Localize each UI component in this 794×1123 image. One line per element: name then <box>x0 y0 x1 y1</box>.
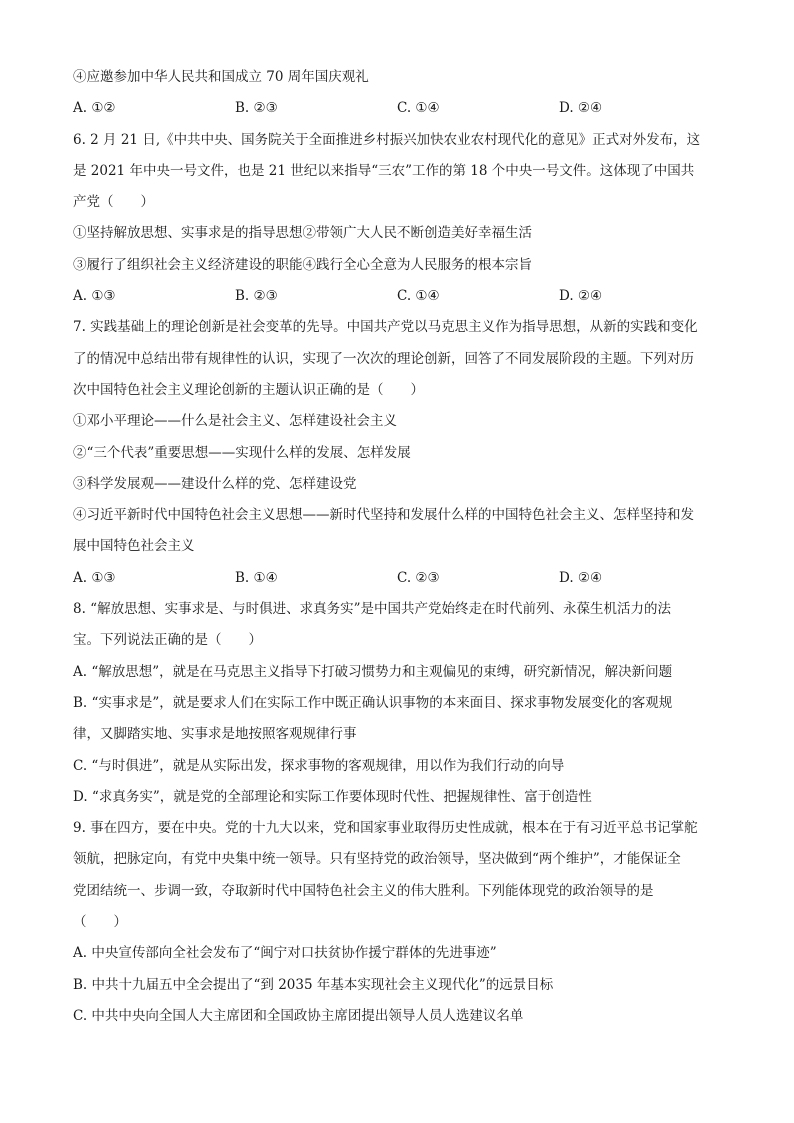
q7-item-2: ②“三个代表”重要思想——实现什么样的发展、怎样发展 <box>73 444 411 461</box>
q6-option-a: A. ①③ <box>73 288 116 305</box>
q5-option-a: A. ①② <box>73 100 116 117</box>
q5-item-4: ④应邀参加中华人民共和国成立 70 周年国庆观礼 <box>73 69 369 85</box>
q7-stem-line-1: 7. 实践基础上的理论创新是社会变革的先导。中国共产党以马克思主义作为指导思想，从新的实践和变化 <box>73 319 698 336</box>
q7-option-c: C. ②③ <box>397 569 440 586</box>
q9-stem-line-2: 领航，把脉定向，有党中央集中统一领导。只有坚持党的政治领导，坚决做到“两个维护”，才能保证全 <box>73 851 681 868</box>
q8-choice-a: A. “解放思想”，就是在马克思主义指导下打破习惯势力和主观偏见的束缚，研究新情况，解决新问题 <box>73 663 673 680</box>
q9-stem-line-3: 党团结统一、步调一致，夺取新时代中国特色社会主义的伟大胜利。下列能体现党的政治领导的是 <box>73 882 654 899</box>
q6-items-1-2: ①坚持解放思想、实事求是的指导思想②带领广大人民不断创造美好幸福生活 <box>73 225 532 242</box>
q6-items-3-4: ③履行了组织社会主义经济建设的职能④践行全心全意为人民服务的根本宗旨 <box>73 256 532 273</box>
q8-stem-line-1: 8. “解放思想、实事求是、与时俱进、求真务实”是中国共产党始终走在时代前列、永葆生机活力的法 <box>73 601 671 618</box>
q6-stem-line-1: 6. 2 月 21 日,《中共中央、国务院关于全面推进乡村振兴加快农业农村现代化的意见》正式对外发布，这 <box>73 131 701 148</box>
q6-option-d: D. ②④ <box>559 288 603 305</box>
q7-option-d: D. ②④ <box>559 569 603 586</box>
q9-choice-c: C. 中共中央向全国人大主席团和全国政协主席团提出领导人员人选建议名单 <box>73 1007 524 1024</box>
q9-stem-line-1: 9. 事在四方，要在中央。党的十九大以来，党和国家事业取得历史性成就，根本在于有习近平总书记掌舵 <box>73 820 698 837</box>
q7-stem-line-2: 了的情况中总结出带有规律性的认识，实现了一次次的理论创新，回答了不同发展阶段的主题。下列对历 <box>73 350 694 367</box>
exam-page <box>73 62 721 1032</box>
q7-stem-line-3: 次中国特色社会主义理论创新的主题认识正确的是（ ） <box>73 381 424 398</box>
q6-option-b: B. ②③ <box>235 288 278 305</box>
q8-stem-line-2: 宝。下列说法正确的是（ ） <box>73 632 262 649</box>
q9-choice-b: B. 中共十九届五中全会提出了“到 2035 年基本实现社会主义现代化”的远景目标 <box>73 976 554 993</box>
q6-stem-line-3: 产党（ ） <box>73 194 154 211</box>
q7-item-4-line-1: ④习近平新时代中国特色社会主义思想——新时代坚持和发展什么样的中国特色社会主义、怎样坚持和发 <box>73 507 694 524</box>
q7-item-3: ③科学发展观——建设什么样的党、怎样建设党 <box>73 475 357 492</box>
q6-option-c: C. ①④ <box>397 288 440 305</box>
q7-options <box>73 563 721 594</box>
q8-choice-b-line-1: B. “实事求是”，就是要求人们在实际工作中既正确认识事物的本来面目、探求事物发展变化的客观规 <box>73 694 673 711</box>
q9-stem-line-4: （ ） <box>73 914 127 931</box>
q5-options <box>73 93 721 124</box>
q5-option-d: D. ②④ <box>559 100 603 117</box>
q6-stem-line-2: 是 2021 年中央一号文件，也是 21 世纪以来指导“三农”工作的第 18 个中央一号文件。这体现了中国共 <box>73 162 695 179</box>
q5-option-b: B. ②③ <box>235 100 278 117</box>
q9-choice-a: A. 中央宣传部向全社会发布了“闽宁对口扶贫协作援宁群体的先进事迹” <box>73 945 497 962</box>
q6-options <box>73 281 721 312</box>
q8-choice-c: C. “与时俱进”，就是从实际出发，探求事物的客观规律，用以作为我们行动的向导 <box>73 757 565 774</box>
q8-choice-d: D. “求真务实”，就是党的全部理论和实际工作要体现时代性、把握规律性、富于创造性 <box>73 788 592 805</box>
q7-item-1: ①邓小平理论——什么是社会主义、怎样建设社会主义 <box>73 413 397 430</box>
q7-item-4-line-2: 展中国特色社会主义 <box>73 538 195 555</box>
q7-option-a: A. ①③ <box>73 569 116 586</box>
q5-option-c: C. ①④ <box>397 100 440 117</box>
q7-option-b: B. ①④ <box>235 569 278 586</box>
q8-choice-b-line-2: 律，又脚踏实地、实事求是地按照客观规律行事 <box>73 726 357 743</box>
